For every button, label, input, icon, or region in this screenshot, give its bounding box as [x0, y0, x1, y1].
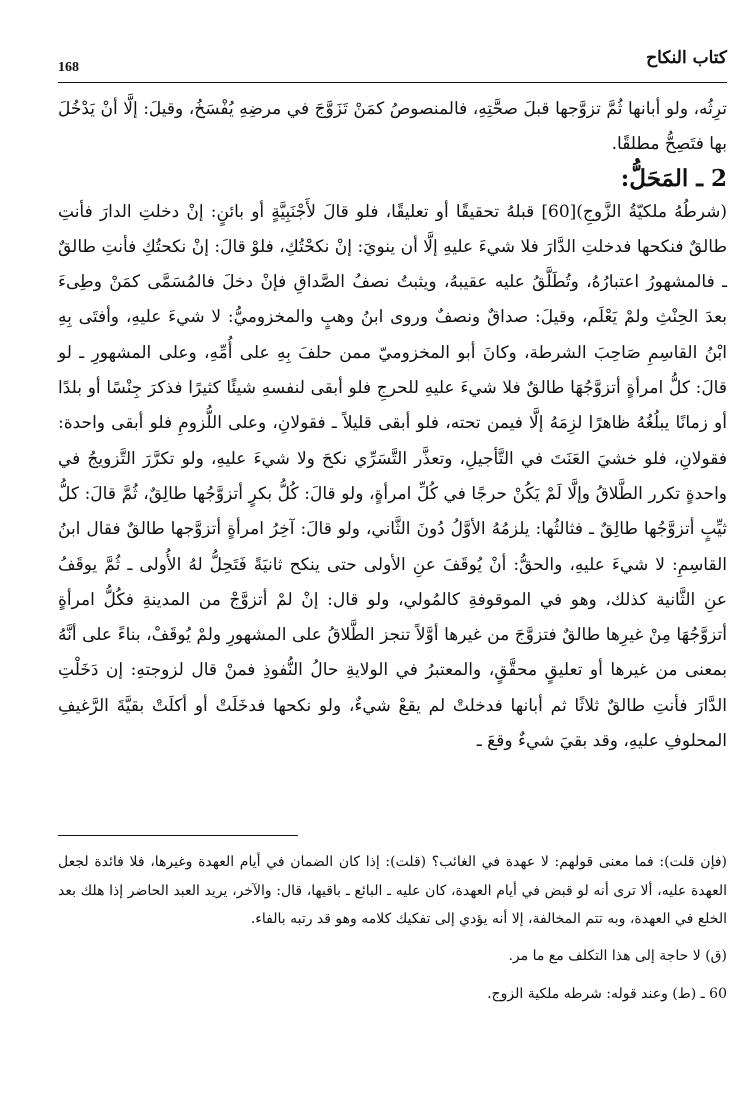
main-text — [58, 92, 727, 759]
section-heading: 2 ـ المَحَلُّ: — [620, 164, 727, 192]
footnotes — [58, 848, 727, 1009]
intro-paragraph: ترِثُه، ولو أبانها ثُمَّ تزوَّجها قبلَ صحَّتِهِ، فالمنصوصُ كمَنْ تَزَوَّجَ في مرضِهِ يُفْسَخُ، وقيلَ: إلَّا أنْ يَدْخُلَ بها فتَصِحُّ مطلقًا. — [58, 99, 727, 155]
page-number: 168 — [58, 60, 79, 75]
running-title: كتاب النكاح — [646, 48, 727, 68]
footnote-q: (ق) لا حاجة إلى هذا التكلف مع ما مر. — [508, 947, 727, 964]
page-header — [58, 40, 727, 86]
footnote-60: 60 ـ (ط) وعند قوله: شرطه ملكية الزوج. — [487, 986, 727, 1002]
footnote-main: (فإن قلت): فما معنى قولهم: لا عهدة في الغائب؟ (قلت): إذا كان الضمان في أيام العهدة وغيرها، فلا فائدة لجعل العهدة عليه، ألا ترى أنه لو قبض في أيام العهدة، كان عليه ـ البائع ـ باقيها، قال: والآخر، يريد العبد الحاضر إذا هلك بعد الخلع في العهدة، وبه تتم المخالفة، إلا أنه يؤدي إلى تفكيك كلامه وهو قد رتبه بالفاء. — [58, 854, 727, 927]
header-rule — [58, 82, 727, 83]
footnote-rule — [58, 835, 298, 836]
body-paragraph: (شرطُهُ ملكيّةُ الزَّوجِ)[60] قبلهُ تحقيقًا أو تعليقًا، فلو قالَ لأَجْنَبِيَّةٍ أو بائنٍ: إنْ دخلتِ الدارَ فأنتِ طالقٌ فنكحها فدخلتِ الدَّارَ فلا شيءَ عليهِ إلَّا أن ينويَ: إنْ نكحْتُكِ، فلوْ قالَ: إنْ نكحتُكِ فأنتِ طالقٌ ـ فالمشهورُ اعتبارُهُ، وتُطَلَّقُ عليه عقيبهُ، ويثبتُ نصفُ الصَّداقِ فإنْ دخلَ فالمُسَمَّى كمَنْ وطِىءَ بعدَ الحِنْثِ ولمْ يَعْلَم، وقيلَ: صداقٌ ونصفٌ وروى ابنُ وهبٍ والمخزوميُّ: لا شيءَ عليهِ، وأفتَى بِهِ ابْنُ القاسِمِ صَاحِبَ الشرطة، وكانَ أبو المخزوميّ ممن حلفَ بِهِ على أُمِّهِ، وعلى المشهورِ ـ لو قالَ: كلُّ امرأةٍ أتزوَّجُهَا طالقٌ فلا شيءَ عليهِ للحرجِ فلو أبقى لنفسهِ شيئًا كثيرًا فذكرَ جِنْسًا أو بلدًا أو زمانًا يبلُغُهُ ظاهرًا لزِمَهُ إلَّا فيمن تحته، فلو أبقى قليلاً ـ فقولانِ، وعلى اللُّزومِ فلو أبقى واحدة: فقولانِ، فلو خشيَ العَنَتَ في التَّأجيلِ، وتعذَّر التَّسَرِّي نكحَ ولا شيءَ عليهِ، ولو تكرَّرَ التَّزويجُ في واحدةٍ تكرر الطَّلاقُ وإلَّا لَمْ يَكُنْ حرجًا في كُلِّ امرأةٍ، ولو قالَ: كُلُّ بكرٍ أتزوَّجُها طالِقٌ، ثُمَّ قالَ: كلُّ ثيِّبٍ أتزوَّجُها طالِقٌ ـ فثالثُها: يلزمُهُ الأوَّلُ دُونَ الثَّاني، ولو قالَ: آخِرُ امرأةٍ أتزوَّجها طالقٌ فقال ابنُ القاسِمِ: لا شيءَ عليهِ، والحقُّ: أنْ يُوقَفَ عنِ الأولى حتى ينكح ثانيَةً فَتَحِلُّ لهُ الأُولى ـ ثُمَّ يوقَفُ عنِ الثَّانية كذلك، وهو في الموقوفةِ كالمُولي، ولو قال: إنْ لمْ أتزوَّجْ من المدينةِ فكُلُّ امرأةٍ أتزوَّجُهَا مِنْ غيرِها طالقٌ فتزوَّجَ من غيرها أوَّلاً تنجز الطَّلاقُ على المشهورِ ولمْ يُوقَفْ، بناءً على أنَّهُ بمعنى من غيرها أو تعليقٍ محقَّقٍ، والمعتبرُ في الولايةِ حالُ النُّفوذِ فمنْ قال لزوجتهِ: إن دَخَلْتِ الدَّارَ فأنتِ طالقٌ ثلاثًا ثم أبانها فدخلتْ لم يقعْ شيءٌ، ولو نكحها فدخَلَتْ أو أكلَتْ بقيَّةَ الرَّغيفِ المحلوفِ عليهِ، وقد بقيَ شيءٌ وقعَ ـ — [58, 201, 727, 752]
